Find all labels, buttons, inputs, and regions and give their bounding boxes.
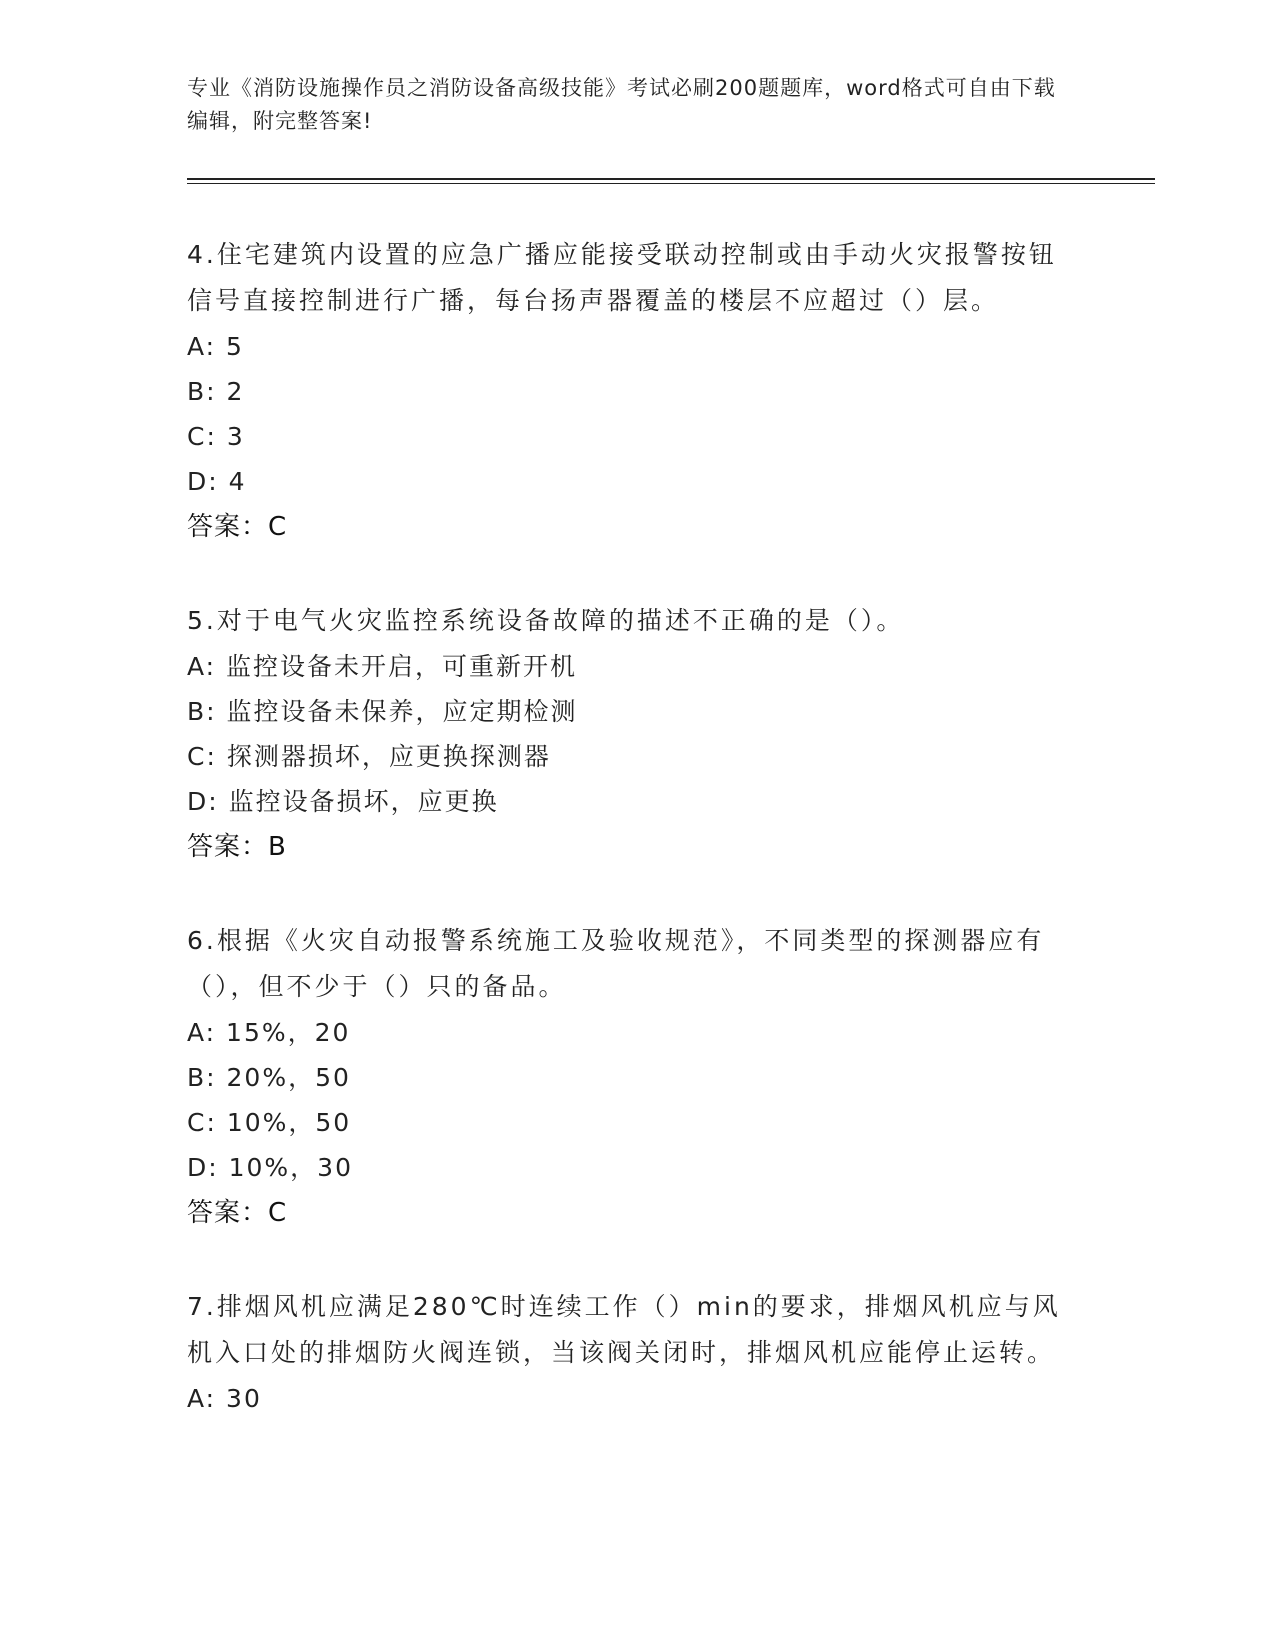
document-header: 专业《消防设施操作员之消防设备高级技能》考试必刷200题题库，word格式可自由下载编辑，附完整答案! bbox=[187, 76, 1056, 133]
option-c: C: 10%，50 bbox=[187, 1108, 352, 1137]
header-divider-thin bbox=[187, 183, 1155, 184]
question-stem: 4.住宅建筑内设置的应急广播应能接受联动控制或由手动火灾报警按钮信号直接控制进行广播，每台扬声器覆盖的楼层不应超过（）层。 bbox=[187, 240, 1057, 315]
answer-line: 答案：B bbox=[187, 832, 287, 862]
option-d: D: 监控设备损坏，应更换 bbox=[187, 787, 499, 816]
question-stem: 6.根据《火灾自动报警系统施工及验收规范》，不同类型的探测器应有（），但不少于（）只的备品。 bbox=[187, 926, 1045, 1001]
question-4 bbox=[187, 232, 1067, 550]
question-6 bbox=[187, 918, 1067, 1236]
option-a: A: 监控设备未开启，可重新开机 bbox=[187, 652, 578, 681]
answer-line: 答案：C bbox=[187, 1198, 288, 1228]
question-7 bbox=[187, 1284, 1067, 1421]
option-d: D: 4 bbox=[187, 467, 247, 496]
answer-line: 答案：C bbox=[187, 512, 288, 542]
option-d: D: 10%，30 bbox=[187, 1153, 353, 1182]
option-c: C: 探测器损坏，应更换探测器 bbox=[187, 742, 551, 771]
question-stem: 7.排烟风机应满足280℃时连续工作（）min的要求，排烟风机应与风机入口处的排烟防火阀连锁，当该阀关闭时，排烟风机应能停止运转。 bbox=[187, 1292, 1061, 1367]
option-b: B: 20%，50 bbox=[187, 1063, 351, 1092]
option-c: C: 3 bbox=[187, 422, 245, 451]
question-stem: 5.对于电气火灾监控系统设备故障的描述不正确的是（）。 bbox=[187, 606, 905, 635]
header-divider bbox=[187, 178, 1155, 180]
option-a: A: 5 bbox=[187, 332, 244, 361]
option-a: A: 15%，20 bbox=[187, 1018, 351, 1047]
option-b: B: 2 bbox=[187, 377, 245, 406]
question-5 bbox=[187, 598, 1067, 870]
option-b: B: 监控设备未保养，应定期检测 bbox=[187, 697, 578, 726]
option-a: A: 30 bbox=[187, 1384, 262, 1413]
